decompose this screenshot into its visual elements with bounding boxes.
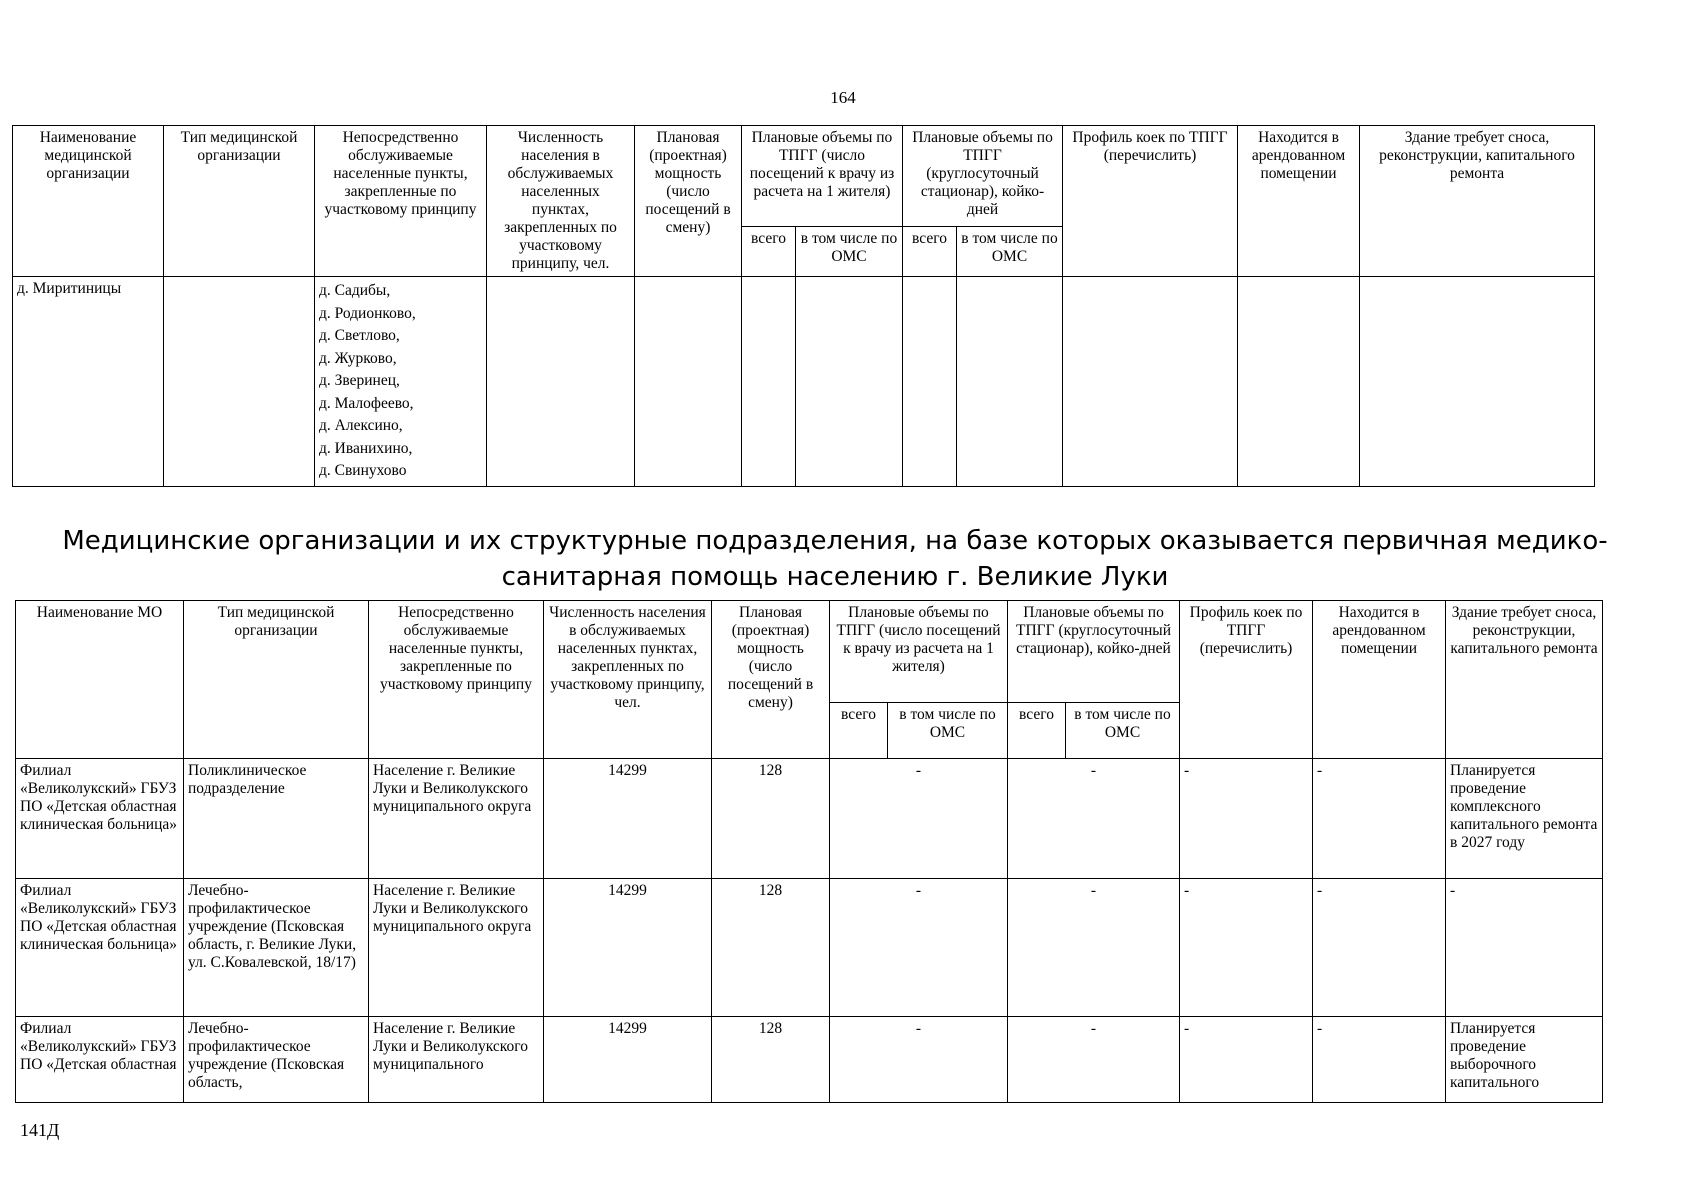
table-row [16,879,1603,1017]
cell-type [164,277,315,487]
cell-rented: - [1313,879,1446,1017]
header-name: Наименование МО [16,601,184,759]
village-item: д. Садибы, [319,282,391,299]
header-beds-oms: в том числе по ОМС [957,227,1063,277]
section-title [40,523,1630,595]
header-repair: Здание требует сноса, реконструкции, капитального ремонта [1446,601,1603,759]
header-rented: Находится в арендованном помещении [1313,601,1446,759]
village-item: д. Светлово, [319,327,400,344]
village-item: д. Журково, [319,349,397,367]
cell-population: 14299 [544,1017,712,1103]
cell-profile: - [1180,759,1313,879]
cell-type: Поликлиническое подразделение [184,759,369,879]
cell-beds: - [1008,1017,1180,1103]
header-beds-total: всего [1008,703,1066,759]
header-visits: Плановые объемы по ТПГГ (число посещений к врачу из расчета на 1 жителя) [742,126,903,227]
header-beds: Плановые объемы по ТПГГ (круглосуточный стационар), койко-дней [1008,601,1180,703]
header-beds-total: всего [903,227,957,277]
cell-visits: - [830,879,1008,1017]
header-visits-oms: в том числе по ОМС [796,227,903,277]
cell-settlements: Население г. Великие Луки и Великолукского муниципального округа [369,759,544,879]
cell-settlements: Население г. Великие Луки и Великолукского муниципального [369,1017,544,1103]
cell-settlements: Население г. Великие Луки и Великолукского муниципального округа [369,879,544,1017]
village-item: д. Родионково, [319,304,416,322]
header-capacity: Плановая (проектная) мощность (число посещений в смену) [635,126,742,277]
table-row [13,277,1595,487]
cell-beds-total [903,277,957,487]
cell-population: 14299 [544,879,712,1017]
cell-name: Филиал «Великолукский» ГБУЗ ПО «Детская областная клиническая больница» [16,759,184,879]
section-title-line-2: санитарная помощь населению г. Великие Луки [501,562,1169,592]
header-profile: Профиль коек по ТПГГ (перечислить) [1180,601,1313,759]
cell-visits: - [830,1017,1008,1103]
header-visits-oms: в том числе по ОМС [888,703,1008,759]
cell-profile [1063,277,1238,487]
table-row [16,1017,1603,1103]
cell-repair: Планируется проведение выборочного капитального [1446,1017,1603,1103]
header-profile: Профиль коек по ТПГГ (перечислить) [1063,126,1238,277]
village-item: д. Малофеево, [319,394,414,412]
continuation-table [12,125,1595,487]
header-name: Наименование медицинской организации [13,126,164,277]
organizations-table [15,600,1603,1103]
village-item: д. Алексино, [319,417,403,434]
cell-profile: - [1180,1017,1313,1103]
header-rented: Находится в арендованном помещении [1238,126,1360,277]
village-item: д. Иванихино, [319,439,413,457]
section-title-line-1: Медицинские организации и их структурные подразделения, на базе которых оказывается первичная медико- [62,526,1608,556]
header-type: Тип медицинской организации [184,601,369,759]
cell-profile: - [1180,879,1313,1017]
cell-name: Филиал «Великолукский» ГБУЗ ПО «Детская областная [16,1017,184,1103]
cell-capacity: 128 [712,879,830,1017]
cell-rented [1238,277,1360,487]
header-population: Численность населения в обслуживаемых населенных пунктах, закрепленных по участковому принципу, чел. [487,126,635,277]
cell-name: Филиал «Великолукский» ГБУЗ ПО «Детская областная клиническая больница» [16,879,184,1017]
cell-repair [1360,277,1595,487]
cell-repair: Планируется проведение комплексного капитального ремонта в 2027 году [1446,759,1603,879]
cell-type: Лечебно-профилактическое учреждение (Псковская область, г. Великие Луки, ул. С.Ковалевской, 18/17) [184,879,369,1017]
header-visits: Плановые объемы по ТПГГ (число посещений к врачу из расчета на 1 жителя) [830,601,1008,703]
cell-beds: - [1008,879,1180,1017]
cell-villages [315,277,487,487]
footer-code: 141Д [20,1120,60,1140]
cell-population [487,277,635,487]
header-settlements: Непосредственно обслуживаемые населенные пункты, закрепленные по участковому принципу [315,126,487,277]
header-visits-total: всего [742,227,796,277]
header-capacity: Плановая (проектная) мощность (число посещений в смену) [712,601,830,759]
table-header-row [13,126,1595,227]
village-item: д. Зверинец, [319,372,400,389]
cell-type: Лечебно-профилактическое учреждение (Псковская область, [184,1017,369,1103]
cell-capacity: 128 [712,759,830,879]
cell-rented: - [1313,1017,1446,1103]
cell-population: 14299 [544,759,712,879]
cell-rented: - [1313,759,1446,879]
header-beds-oms: в том числе по ОМС [1066,703,1180,759]
header-type: Тип медицинской организации [164,126,315,277]
cell-capacity: 128 [712,1017,830,1103]
header-population: Численность населения в обслуживаемых населенных пунктах, закрепленных по участковому принципу, чел. [544,601,712,759]
cell-visits: - [830,759,1008,879]
page-number: 164 [830,88,856,107]
table-header-row [16,601,1603,703]
header-visits-total: всего [830,703,888,759]
cell-visits-total [742,277,796,487]
header-beds: Плановые объемы по ТПГГ (круглосуточный стационар), койко-дней [903,126,1063,227]
header-settlements: Непосредственно обслуживаемые населенные пункты, закрепленные по участковому принципу [369,601,544,759]
table-row [16,759,1603,879]
cell-beds-oms [957,277,1063,487]
cell-beds: - [1008,759,1180,879]
cell-repair: - [1446,879,1603,1017]
cell-visits-oms [796,277,903,487]
cell-name: д. Миритиницы [13,277,164,487]
header-repair: Здание требует сноса, реконструкции, капитального ремонта [1360,126,1595,277]
cell-capacity [635,277,742,487]
village-item: д. Свинухово [319,462,407,479]
